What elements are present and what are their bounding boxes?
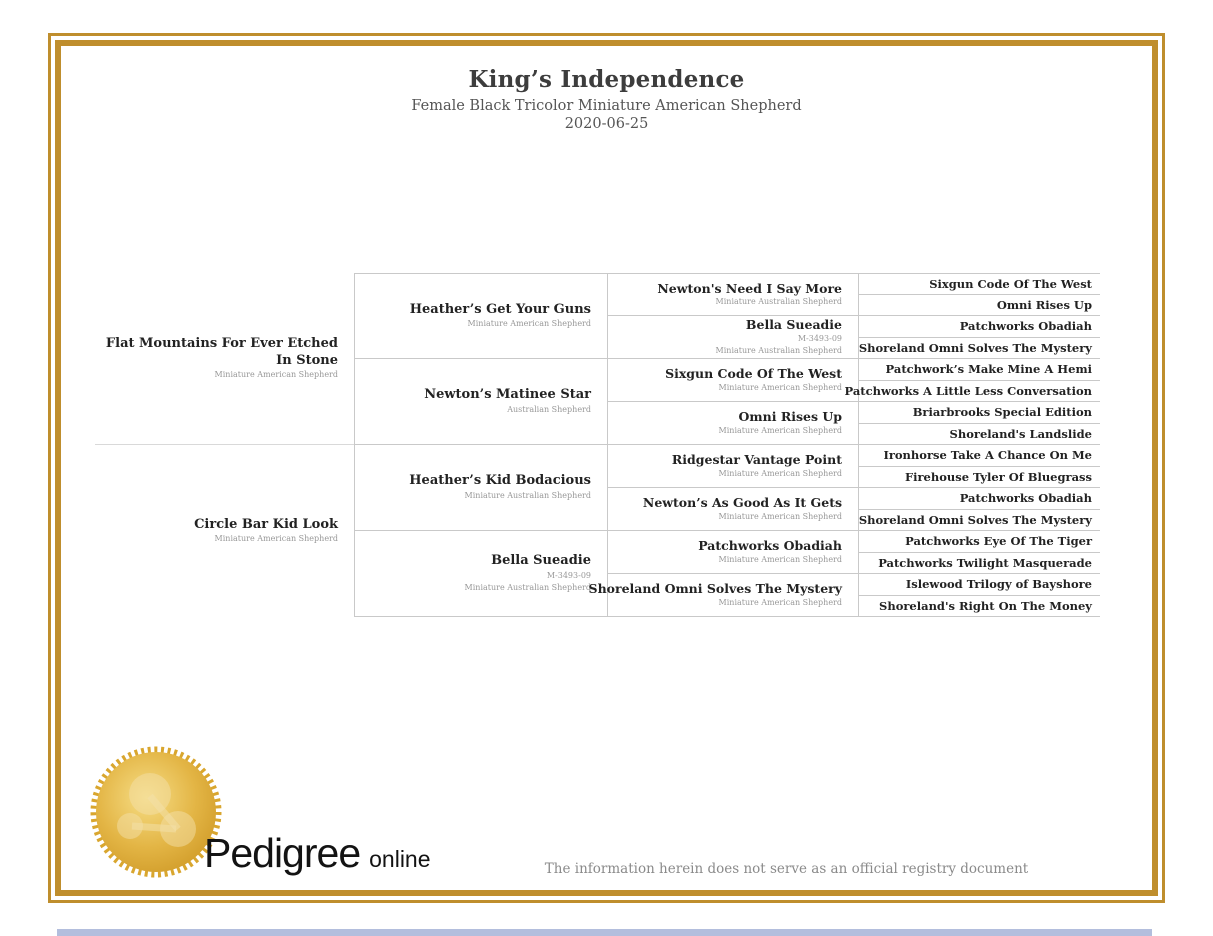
- dog-name-link[interactable]: Heather’s Get Your Guns: [409, 301, 591, 317]
- pedigree-entry: [844, 381, 1100, 403]
- pedigree-entry: [858, 402, 1100, 424]
- pedigree-entry: [858, 295, 1100, 317]
- dog-name-link[interactable]: Patchworks A Little Less Conversation: [844, 383, 1092, 398]
- dog-name-link[interactable]: Circle Bar Kid Look: [194, 516, 338, 532]
- dog-name-link[interactable]: Briarbrooks Special Edition: [912, 405, 1092, 420]
- pedigree-online-logo[interactable]: [204, 830, 431, 877]
- dog-breed: Miniature American Shepherd: [718, 468, 842, 478]
- pedigree-entry: [858, 467, 1100, 489]
- birth-date: 2020-06-25: [564, 116, 649, 132]
- pedigree-entry: [858, 488, 1100, 510]
- dog-breed: Miniature American Shepherd: [718, 554, 842, 564]
- pedigree-entry: [354, 359, 607, 445]
- dog-name-link[interactable]: Firehouse Tyler Of Bluegrass: [904, 469, 1092, 484]
- pedigree-entry-dam: [95, 445, 354, 617]
- pedigree-entry: [607, 445, 858, 488]
- dog-name-link[interactable]: Patchwork’s Make Mine A Hemi: [885, 362, 1092, 377]
- dog-breed: Miniature American Shepherd: [718, 511, 842, 521]
- dog-name-link[interactable]: Bella Sueadie: [491, 553, 591, 569]
- dog-name-link[interactable]: Shoreland Omni Solves The Mystery: [858, 512, 1092, 527]
- dog-reg: M-3493-09: [797, 333, 842, 343]
- pedigree-entry: [858, 424, 1100, 446]
- dog-name-link[interactable]: Patchworks Eye Of The Tiger: [905, 534, 1092, 549]
- dog-breed: Miniature American Shepherd: [718, 597, 842, 607]
- pedigree-entry: [607, 359, 858, 402]
- dog-name-link[interactable]: Flat Mountains For Ever Etched In Stone: [105, 336, 338, 368]
- dog-name-link[interactable]: Newton’s Matinee Star: [424, 387, 591, 403]
- pedigree-entry: [858, 531, 1100, 553]
- pedigree-entry: [607, 402, 858, 445]
- dog-reg: M-3493-09: [546, 570, 591, 580]
- dog-breed: Miniature Australian Shepherd: [715, 345, 842, 355]
- dog-name-link[interactable]: Patchworks Obadiah: [698, 538, 842, 554]
- dog-name-link[interactable]: Ridgestar Vantage Point: [671, 452, 842, 468]
- dog-name-link[interactable]: Sixgun Code Of The West: [665, 366, 842, 382]
- dog-breed: Miniature American Shepherd: [718, 382, 842, 392]
- logo-brand-text: Pedigree: [204, 830, 361, 876]
- pedigree-table: [95, 273, 1100, 617]
- dog-name-link[interactable]: Newton’s As Good As It Gets: [642, 495, 842, 511]
- dog-name-link[interactable]: Sixgun Code Of The West: [929, 276, 1092, 291]
- pedigree-entry: [607, 273, 858, 316]
- pedigree-entry: [858, 316, 1100, 338]
- pedigree-entry: [858, 510, 1100, 532]
- disclaimer-text: The information herein does not serve as an official registry document: [544, 861, 1029, 877]
- pedigree-entry: [858, 596, 1100, 618]
- pedigree-entry: [354, 531, 607, 617]
- dog-breed: Miniature Australian Shepherd: [464, 582, 591, 592]
- dog-name-link[interactable]: Bella Sueadie: [745, 317, 842, 333]
- pedigree-entry: [858, 273, 1100, 295]
- dog-name-link[interactable]: Shoreland Omni Solves The Mystery: [588, 581, 842, 597]
- dog-name-link[interactable]: Shoreland Omni Solves The Mystery: [858, 340, 1092, 355]
- pedigree-entry: [354, 273, 607, 359]
- pedigree-entry: [858, 553, 1100, 575]
- pedigree-entry: [354, 445, 607, 531]
- pedigree-entry: [858, 359, 1100, 381]
- dog-name-link[interactable]: Omni Rises Up: [738, 409, 842, 425]
- dog-breed: Australian Shepherd: [507, 404, 591, 414]
- dog-name-link[interactable]: Shoreland's Landslide: [949, 426, 1092, 441]
- dog-breed: Miniature Australian Shepherd: [464, 490, 591, 500]
- dog-name-link[interactable]: Ironhorse Take A Chance On Me: [883, 448, 1092, 463]
- pedigree-entry: [858, 338, 1100, 360]
- certificate-header: [0, 66, 1213, 132]
- pedigree-entry: [607, 316, 858, 359]
- dog-name-link[interactable]: Patchworks Obadiah: [959, 491, 1092, 506]
- dog-name-link[interactable]: Shoreland's Right On The Money: [879, 598, 1092, 613]
- logo-suffix-text: online: [369, 846, 431, 872]
- page-title: King’s Independence: [468, 66, 745, 93]
- dog-name-link[interactable]: Islewood Trilogy of Bayshore: [905, 577, 1092, 592]
- dog-breed: Miniature Australian Shepherd: [715, 297, 842, 307]
- dog-breed: Miniature American Shepherd: [214, 369, 338, 379]
- dog-name-link[interactable]: Omni Rises Up: [996, 297, 1092, 312]
- dog-breed: Miniature American Shepherd: [214, 534, 338, 544]
- pedigree-entry: [858, 574, 1100, 596]
- dog-name-link[interactable]: Newton's Need I Say More: [657, 280, 842, 296]
- dog-name-link[interactable]: Heather’s Kid Bodacious: [409, 473, 591, 489]
- pedigree-entry: [607, 531, 858, 574]
- dog-name-link[interactable]: Patchworks Twilight Masquerade: [878, 555, 1092, 570]
- pedigree-entry: [858, 445, 1100, 467]
- pedigree-entry-sire: [95, 273, 354, 445]
- dog-description: Female Black Tricolor Miniature American Shepherd: [411, 98, 802, 114]
- dog-breed: Miniature American Shepherd: [467, 319, 591, 329]
- pedigree-entry: [607, 488, 858, 531]
- bottom-edge-strip: [57, 929, 1152, 936]
- dog-name-link[interactable]: Patchworks Obadiah: [959, 319, 1092, 334]
- dog-breed: Miniature American Shepherd: [718, 425, 842, 435]
- pedigree-entry: [588, 574, 858, 617]
